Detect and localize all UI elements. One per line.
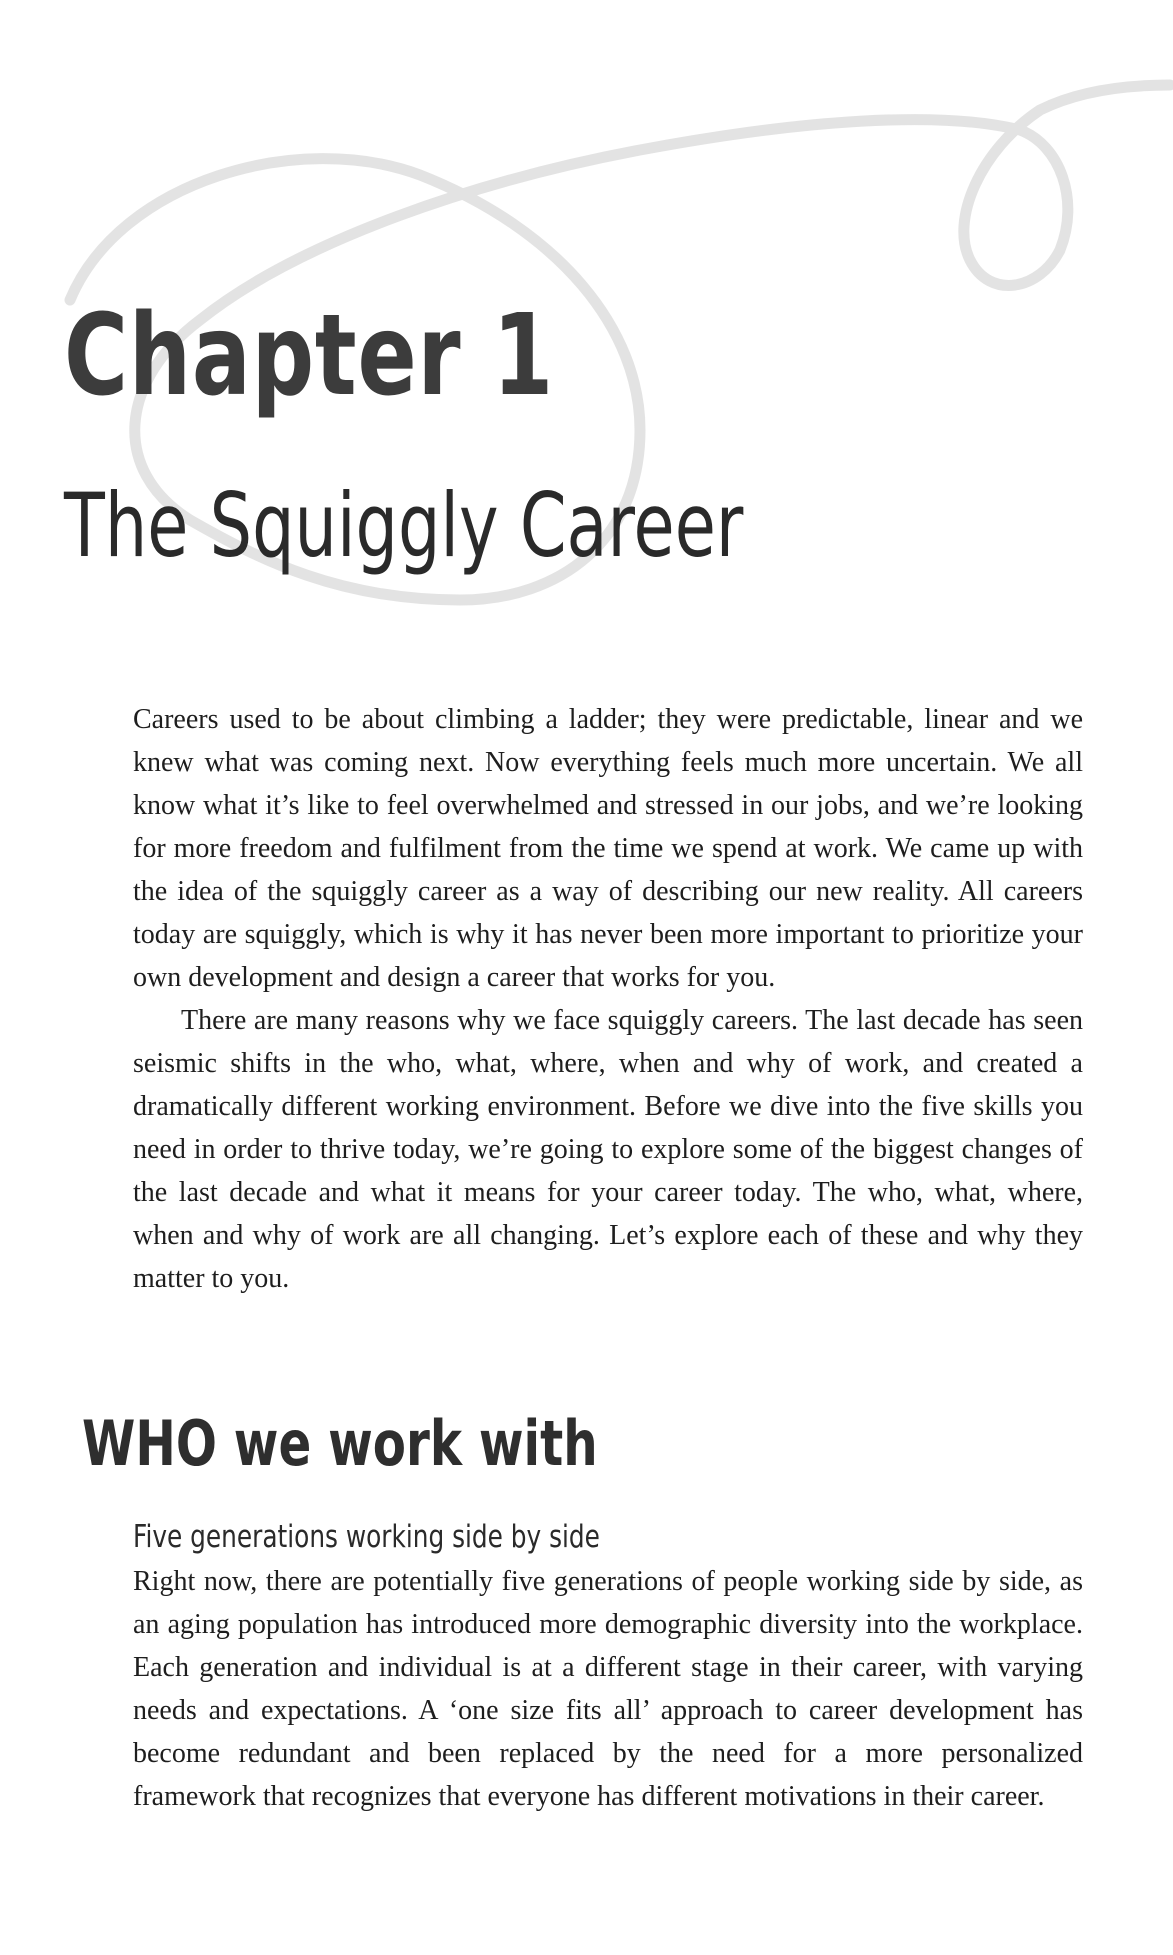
- chapter-title: The Squiggly Career: [64, 474, 744, 577]
- intro-paragraph-1: Careers used to be about climbing a ladder; they were predictable, linear and we knew what was coming next. Now everything feels much more uncertain. We all know what it’s like to feel overwhelmed and stressed in our jobs, and we’re looking for more freedom and fulfilment from the time we spend at work. We came up with the idea of the squiggly career as a way of describing our new reality. All careers today are squiggly, which is why it has never been more important to prioritize your own development and design a career that works for you.: [133, 704, 1083, 993]
- intro-text: [133, 698, 1083, 1300]
- section-heading: WHO we work with: [82, 1407, 598, 1480]
- section-text: [133, 1560, 1083, 1818]
- section-paragraph: Right now, there are potentially five generations of people working side by side, as an aging population has introduced more demographic diversity into the workplace. Each generation and individual is at a different stage in their career, with varying needs and expectations. A ‘one size fits all’ approach to career development has become redundant and been replaced by the need for a more personalized framework that recognizes that everyone has different motivations in their career.: [133, 1566, 1083, 1812]
- chapter-label: Chapter 1: [64, 291, 555, 421]
- intro-paragraph-2: There are many reasons why we face squiggly careers. The last decade has seen seismic shifts in the who, what, where, when and why of work, and created a dramatically different working environment. Before we dive into the five skills you need in order to thrive today, we’re going to explore some of the biggest changes of the last decade and what it means for your career today. The who, what, where, when and why of work are all changing. Let’s explore each of these and why they matter to you.: [133, 1005, 1083, 1294]
- section-subheading: Five generations working side by side: [133, 1519, 600, 1555]
